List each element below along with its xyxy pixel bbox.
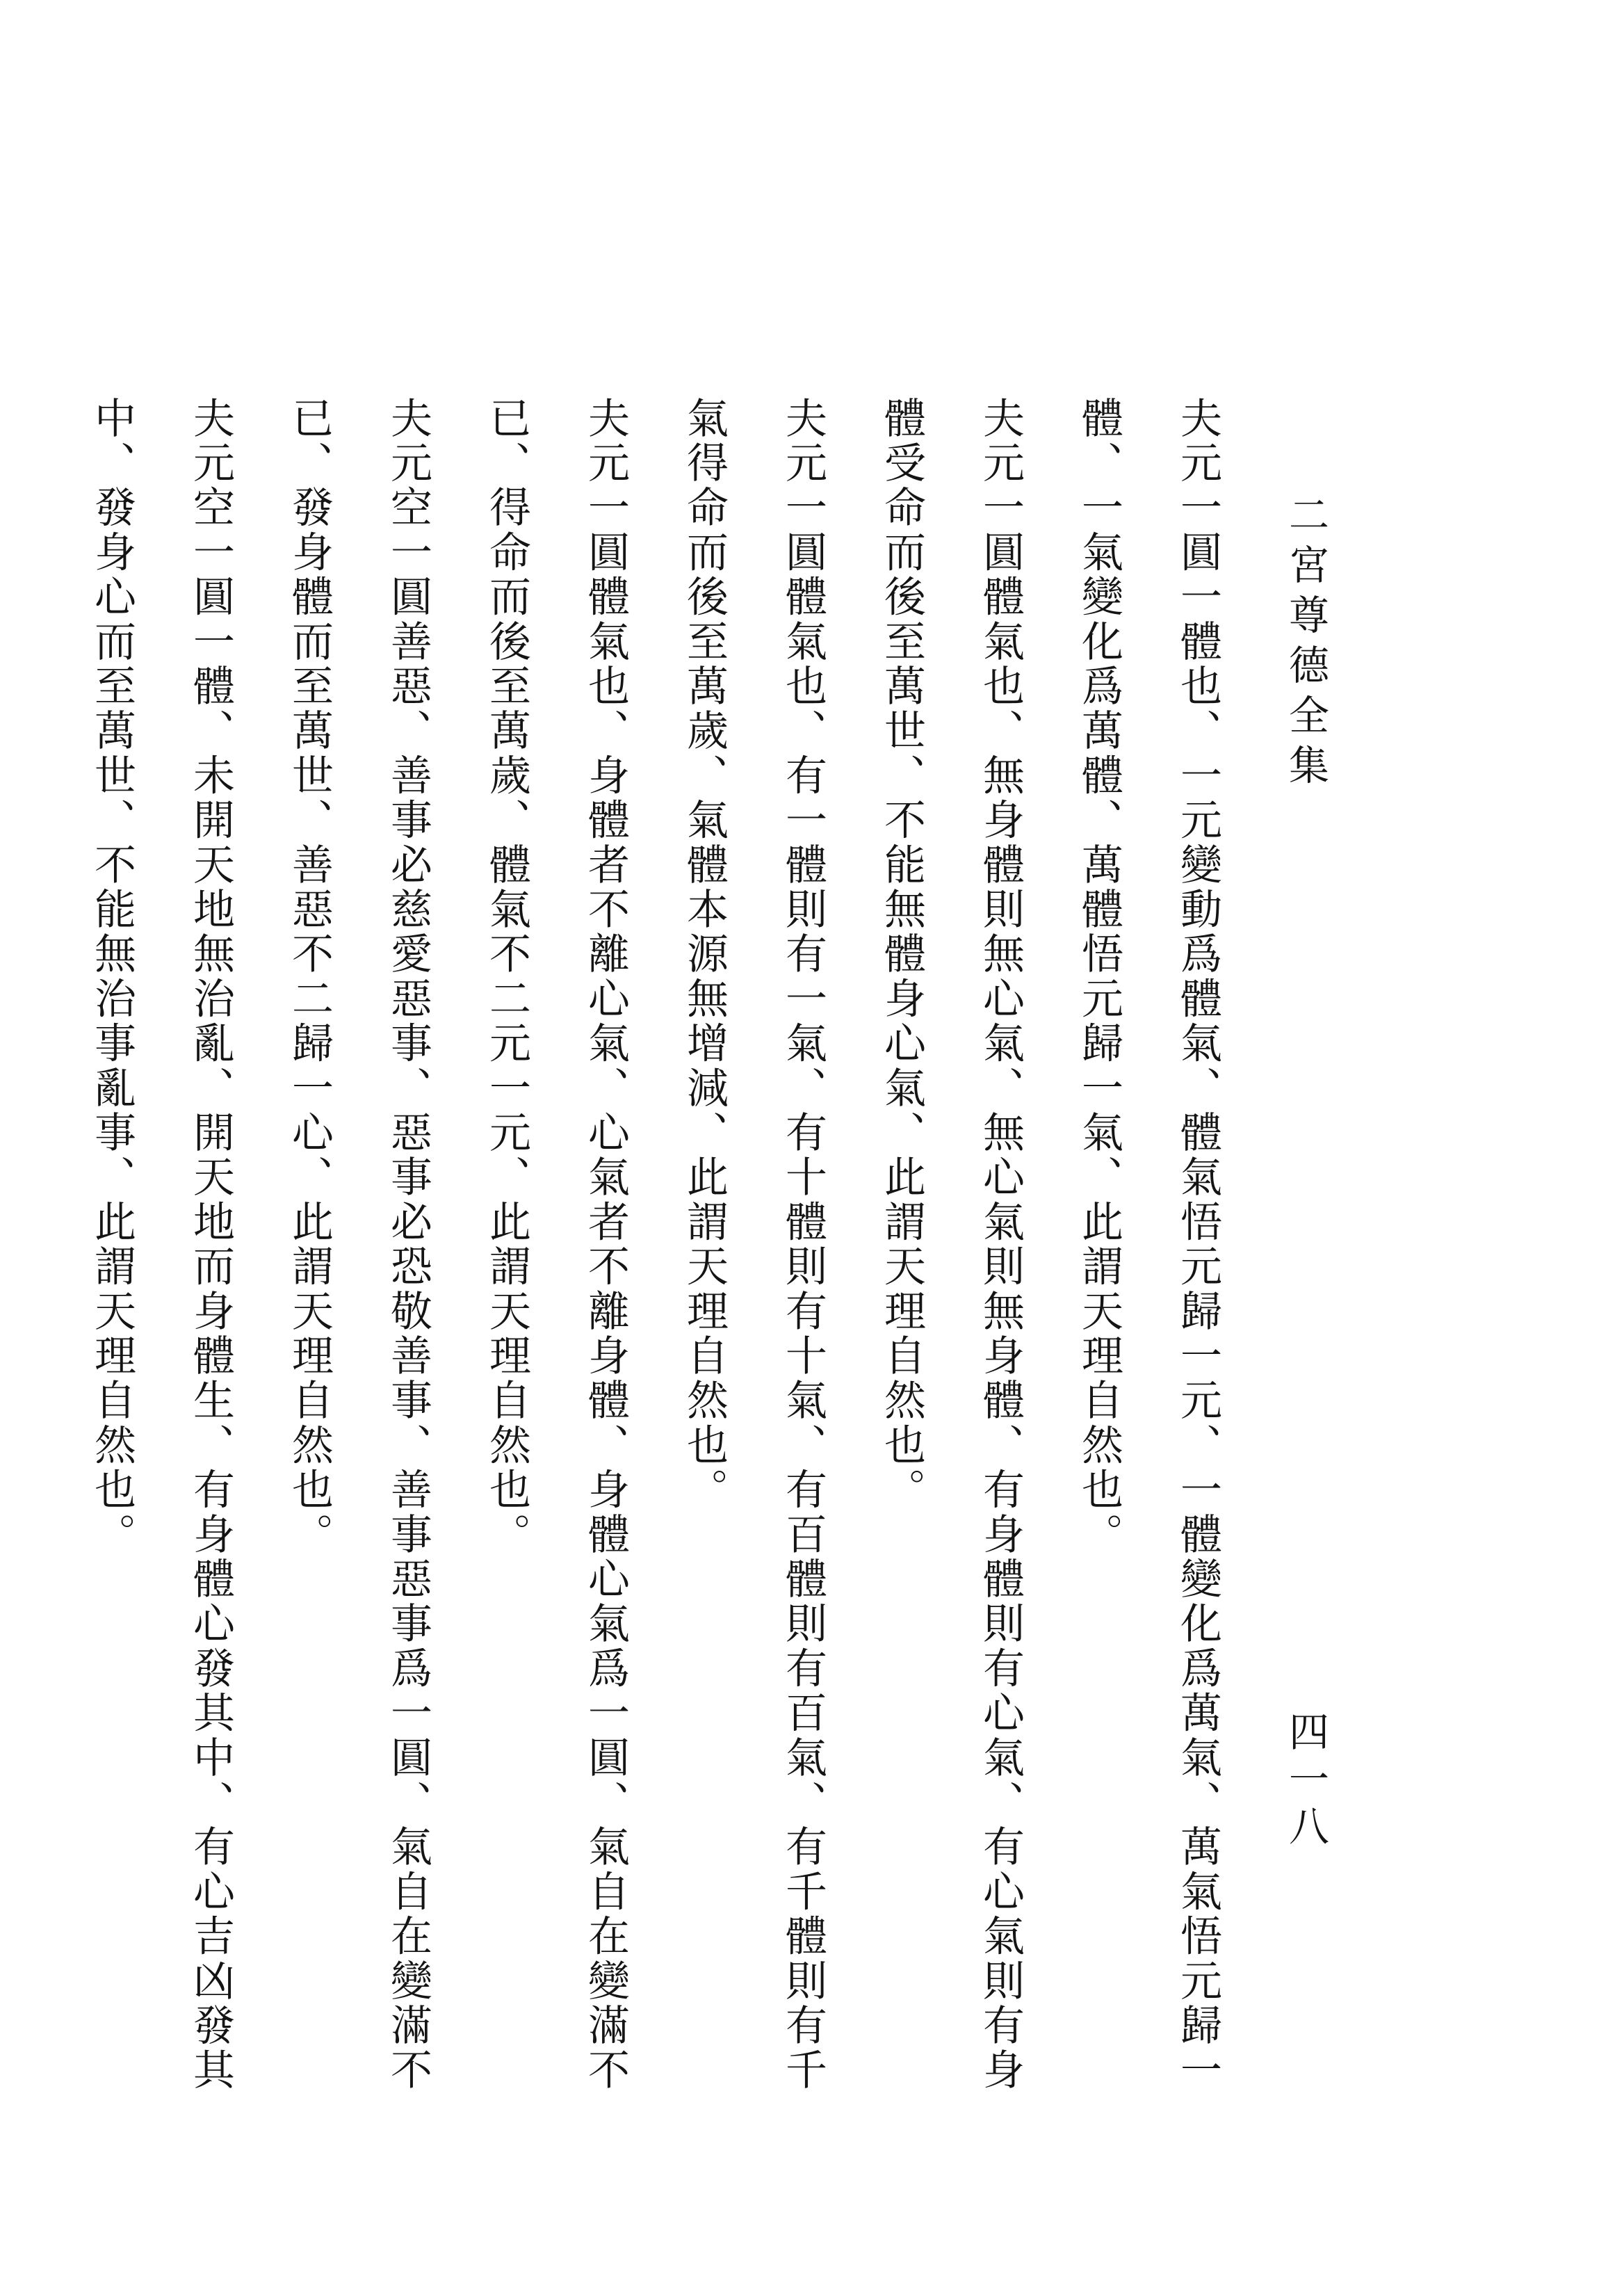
text-column-3: 夫元一圓體氣也、無身體則無心氣、無心氣則無身體、有身體則有心氣、有心氣則有身 [976,396,1025,2093]
text-column-8: 已、得命而後至萬歲、體氣不二元一元、此謂天理自然也。 [482,396,531,1558]
text-column-9: 夫元空一圓善惡、善事必慈愛惡事、惡事必恐敬善事、善事惡事爲一圓、氣自在變滿不 [384,396,432,2093]
text-column-12: 中、發身心而至萬世、不能無治事亂事、此謂天理自然也。 [88,396,136,1558]
page-number: 四一八 [1282,1711,1329,1853]
text-column-10: 已、發身體而至萬世、善惡不二歸一心、此謂天理自然也。 [285,396,334,1558]
text-column-4: 體受命而後至萬世、不能無體身心氣、此謂天理自然也。 [877,396,926,1512]
text-column-1: 夫元一圓一體也、一元變動爲體氣、體氣悟元歸一元、一體變化爲萬氣、萬氣悟元歸一 [1174,396,1222,2093]
text-column-5: 夫元一圓體氣也、有一體則有一氣、有十體則有十氣、有百體則有百氣、有千體則有千 [779,396,827,2093]
text-column-2: 體、一氣變化爲萬體、萬體悟元歸一氣、此謂天理自然也。 [1075,396,1123,1558]
text-column-11: 夫元空一圓一體、未開天地無治亂、開天地而身體生、有身體心發其中、有心吉凶發其 [186,396,235,2093]
text-column-7: 夫元一圓體氣也、身體者不離心氣、心氣者不離身體、身體心氣爲一圓、氣自在變滿不 [581,396,630,2093]
running-header-title: 二宮尊德全集 [1282,494,1329,794]
text-column-6: 氣得命而後至萬歲、氣體本源無增減、此謂天理自然也。 [680,396,729,1512]
